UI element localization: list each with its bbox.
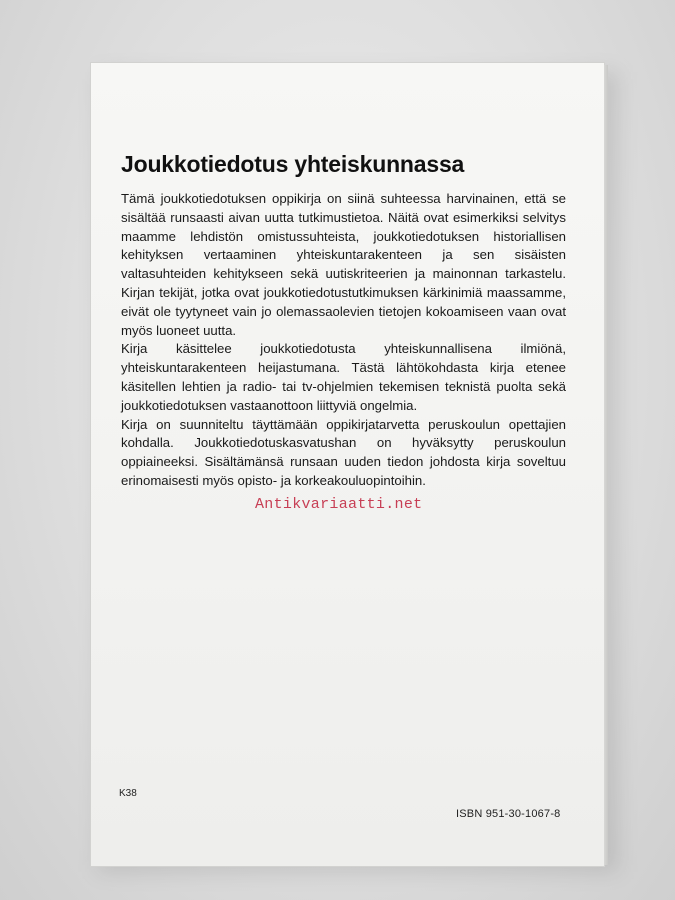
blurb-paragraph-1: Tämä joukkotiedotuksen oppikirja on siinä suhteessa harvinainen, että se sisältää runsaasti aivan uutta tutkimustietoa. Näitä ovat esimerkiksi selvitys maamme lehdistön omistussuhteista, joukkotiedotuksen historiallisen kehityksen vertaaminen yhteiskuntarakenteen ja sen sisäisten valtasuhteiden kehitykseen sekä uutiskriteerien ja mainonnan tarkastelu. Kirjan tekijät, jotka ovat joukkotiedotustutkimuksen kärkinimiä maassamme, eivät ole tyytyneet vain jo olemassaolevien tietojen kokoamiseen vaan ovat myös luoneet uutta. (121, 191, 566, 338)
catalog-code: K38 (119, 788, 137, 799)
blurb-paragraph-3: Kirja on suunniteltu täyttämään oppikirjatarvetta peruskoulun opettajien kohdalla. Joukkotiedotuskasvatushan on hyväksytty peruskoulun oppiaineeksi. Sisältämänsä runsaan uuden tiedon johdosta kirja soveltuu erinomaisesti myös opisto- ja korkeakouluopintoihin. (121, 416, 566, 488)
isbn-number: ISBN 951-30-1067-8 (456, 808, 561, 820)
watermark-text: Antikvariaatti.net (255, 496, 423, 513)
blurb-text (121, 190, 566, 491)
book-back-cover (90, 62, 605, 867)
blurb-paragraph-2: Kirja käsittelee joukkotiedotusta yhteiskunnallisena ilmiönä, yhteiskuntarakenteen heijastumana. Tästä lähtökohdasta kirja etenee käsitellen lehtien ja radio- tai tv-ohjelmien tekemisen teknistä puolta sekä joukkotiedotuksen vastaanottoon liittyviä ongelmia. (121, 341, 566, 413)
book-page-edge (604, 65, 608, 865)
book-title: Joukkotiedotus yhteiskunnassa (121, 151, 465, 177)
